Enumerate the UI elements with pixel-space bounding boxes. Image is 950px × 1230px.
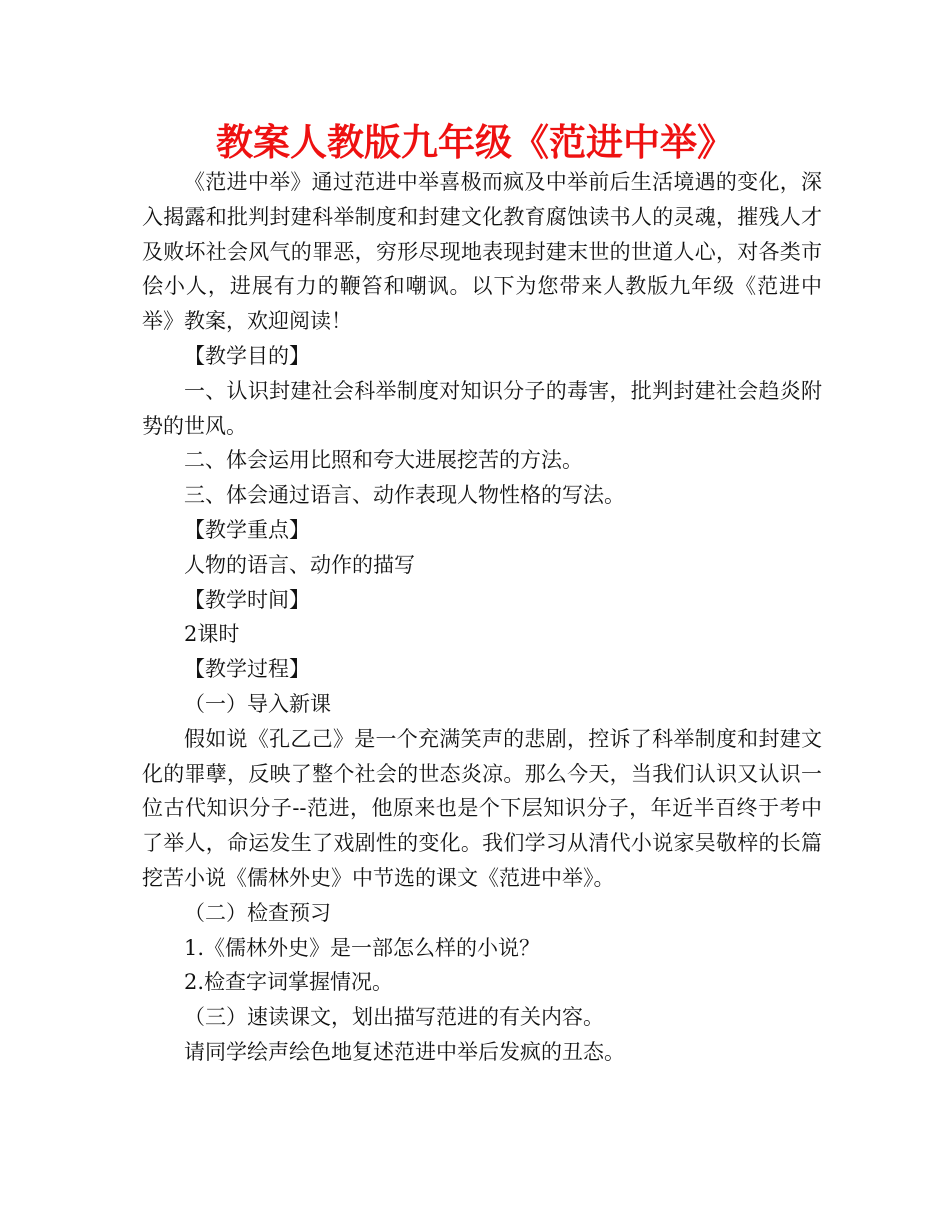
- intro-paragraph: 《范进中举》通过范进中举喜极而疯及中举前后生活境遇的变化，深入揭露和批判封建科举制度和封建文化教育腐蚀读书人的灵魂，摧残人才及败坏社会风气的罪恶，穷形尽现地表现封建末世的世道人心，对各类市侩小人，进展有力的鞭笞和嘲讽。以下为您带来人教版九年级《范进中举》教案，欢迎阅读！: [142, 170, 822, 334]
- reading-task-text: 请同学绘声绘色地复述范进中举后发疯的丑态。: [184, 1039, 625, 1064]
- focus-text: 人物的语言、动作的描写: [184, 552, 415, 577]
- preview-item-2: 2.检查字词掌握情况。: [184, 970, 394, 995]
- subsection-heading-reading: （三）速读课文，划出描写范进的有关内容。: [184, 1005, 604, 1030]
- subsection-heading-preview: （二）检查预习: [184, 900, 331, 925]
- subsection-heading-intro: （一）导入新课: [184, 691, 331, 716]
- document-body: [142, 165, 822, 1070]
- section-heading-objectives: 【教学目的】: [184, 343, 310, 368]
- section-heading-time: 【教学时间】: [184, 587, 310, 612]
- objective-item-3: 三、体会通过语言、动作表现人物性格的写法。: [184, 483, 625, 508]
- time-text: 2课时: [184, 622, 240, 647]
- document-title: 教案人教版九年级《范进中举》: [216, 121, 734, 164]
- objective-item-1: 一、认识封建社会科举制度对知识分子的毒害，批判封建社会趋炎附势的世风。: [142, 378, 822, 438]
- section-heading-focus: 【教学重点】: [184, 517, 310, 542]
- intro-lesson-paragraph: 假如说《孔乙己》是一个充满笑声的悲剧，控诉了科举制度和封建文化的罪孽，反映了整个社会的世态炎凉。那么今天，当我们认识又认识一位古代知识分子--范进，他原来也是个下层知识分子，年近半百终于考中了举人，命运发生了戏剧性的变化。我们学习从清代小说家吴敬梓的长篇挖苦小说《儒林外史》中节选的课文《范进中举》。: [142, 726, 822, 890]
- objective-item-2: 二、体会运用比照和夸大进展挖苦的方法。: [184, 448, 583, 473]
- section-heading-process: 【教学过程】: [184, 657, 310, 682]
- preview-item-1: 1.《儒林外史》是一部怎么样的小说？: [184, 935, 541, 960]
